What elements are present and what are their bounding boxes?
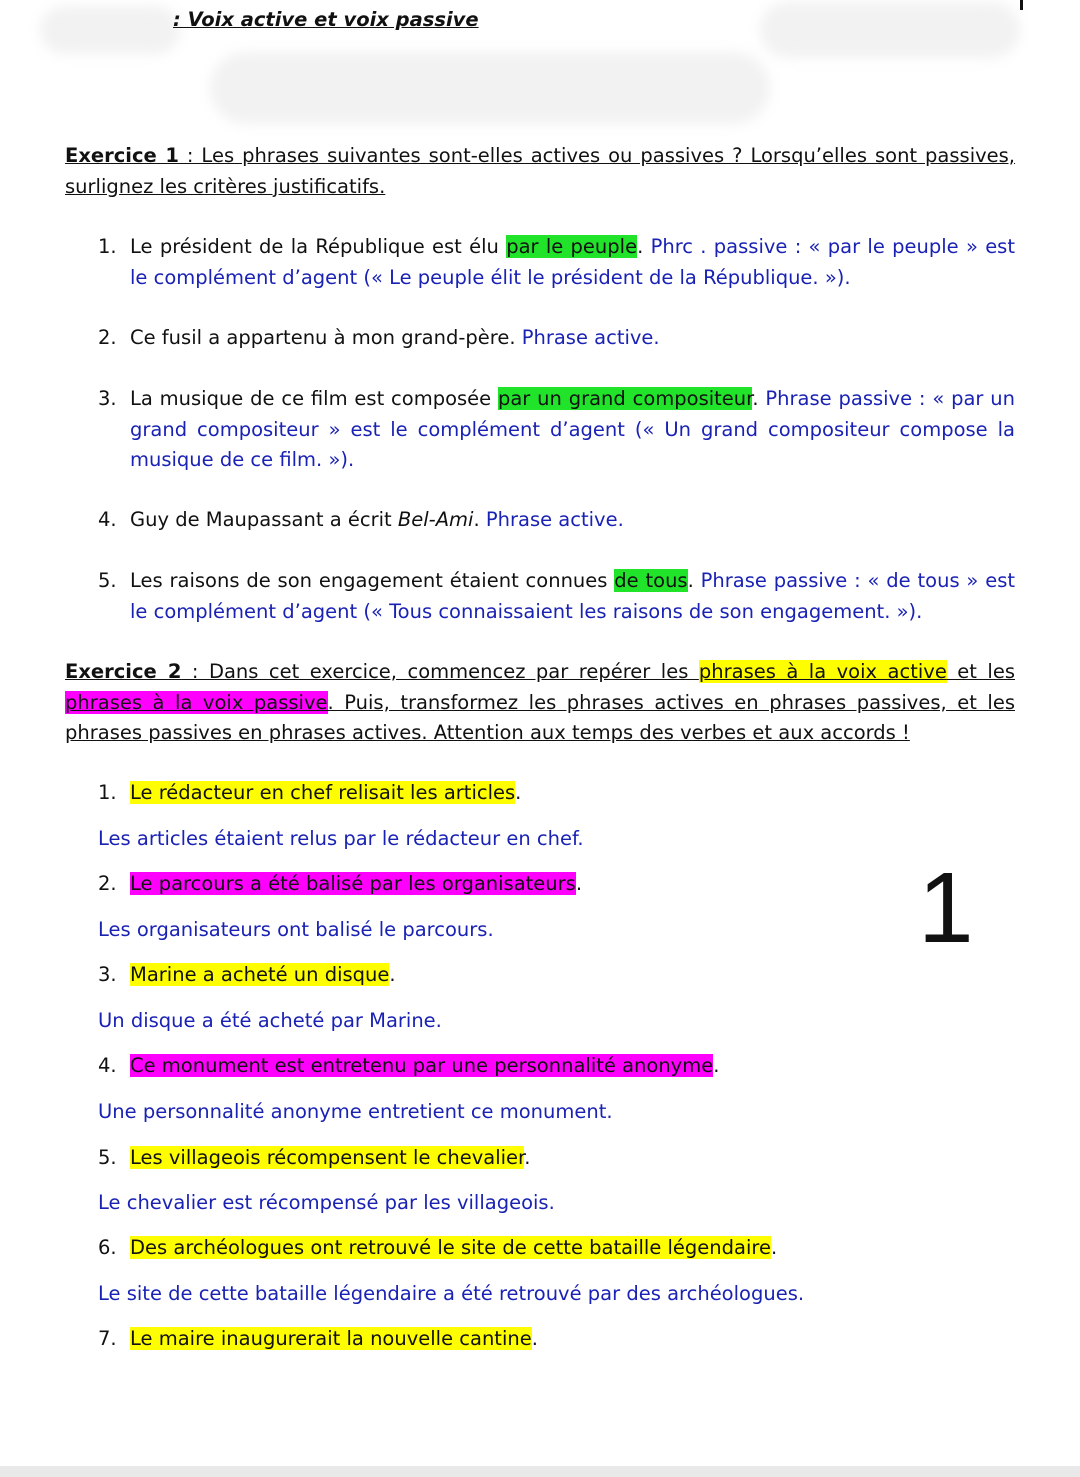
highlight-agent: par le peuple (506, 235, 638, 258)
item-number: 1. (98, 235, 117, 258)
page-title: : Voix active et voix passive (173, 8, 479, 31)
item-number: 1. (98, 781, 117, 804)
exercise-1-instruction: Exercice 1 : Les phrases suivantes sont-elles actives ou passives ? Lorsqu’elles sont passives, surlignez les critères justificatifs. (65, 144, 1016, 198)
ex2-answer-4: Une personnalité anonyme entretient ce monument. (98, 1100, 613, 1123)
sentence-active: Les villageois récompensent le chevalier (130, 1146, 525, 1169)
item-number: 2. (98, 326, 117, 349)
sentence-active: Le maire inaugurerait la nouvelle cantine (130, 1327, 532, 1350)
item-number: 3. (98, 387, 117, 410)
item-number: 3. (98, 963, 117, 986)
highlight-agent: par un grand compositeur (497, 387, 753, 410)
ex1-item-1: 1. Le président de la République est élu par le peuple. Phrc . passive : « par le peuple » est le complément d’agent (« Le peuple élit le président de la République. »). (98, 232, 1015, 293)
handwritten-number: 1 (918, 852, 974, 964)
margin-mark (1020, 0, 1023, 10)
ex2-item-3: 3. Marine a acheté un disque. (98, 960, 1015, 991)
book-title: Bel-Ami (397, 508, 474, 531)
ex1-item-3: 3. La musique de ce film est composée par un grand compositeur. Phrase passive : « par un grand compositeur » est le complément d’agent (« Un grand compositeur compose la musique de ce film. »). (98, 384, 1015, 476)
exercise-2-instruction: Exercice 2 : Dans cet exercice, commencez par repérer les phrases à la voix active et les phrases à la voix passive. Puis, transformez les phrases actives en phrases passives, et les phrases passives en phrases actives. Attention aux temps des verbes et aux accords ! (65, 660, 1016, 744)
sentence-passive: Le parcours a été balisé par les organisateurs (130, 872, 576, 895)
item-number: 6. (98, 1236, 117, 1259)
ex1-item-4: 4. Guy de Maupassant a écrit Bel-Ami. Phrase active. (98, 505, 1015, 536)
answer: Phrase passive : « de tous » est le complément d’agent (« Tous connaissaient les raisons de son engagement. »). (130, 569, 1015, 623)
sentence-active: Marine a acheté un disque (130, 963, 390, 986)
sentence-passive: Ce monument est entretenu par une personnalité anonyme (130, 1054, 714, 1077)
erased-area-left (40, 6, 180, 54)
exercise-2-label: Exercice 2 (65, 660, 182, 683)
item-number: 4. (98, 1054, 117, 1077)
ex2-answer-6: Le site de cette bataille légendaire a été retrouvé par des archéologues. (98, 1282, 805, 1305)
highlight-passive: phrases à la voix passive (65, 690, 328, 714)
ex2-item-6: 6. Des archéologues ont retrouvé le site de cette bataille légendaire. (98, 1233, 1015, 1264)
item-number: 5. (98, 1146, 117, 1169)
ex2-answer-2: Les organisateurs ont balisé le parcours. (98, 918, 494, 941)
item-number: 7. (98, 1327, 117, 1350)
ex2-item-2: 2. Le parcours a été balisé par les organisateurs. (98, 869, 1015, 900)
answer: Phrase active. (479, 508, 624, 531)
erased-area-right (760, 2, 1020, 58)
ex2-answer-3: Un disque a été acheté par Marine. (98, 1009, 442, 1032)
ex2-item-5: 5. Les villageois récompensent le chevalier. (98, 1143, 1015, 1174)
ex1-item-2: 2. Ce fusil a appartenu à mon grand-père. Phrase active. (98, 323, 1015, 354)
exercise-1-label: Exercice 1 (65, 144, 179, 167)
ex2-item-7: 7. Le maire inaugurerait la nouvelle cantine. (98, 1324, 1015, 1355)
answer: Phrase passive : « par un grand compositeur » est le complément d’agent (« Un grand compositeur compose la musique de ce film. »). (130, 387, 1015, 471)
item-number: 4. (98, 508, 117, 531)
sentence-active: Des archéologues ont retrouvé le site de cette bataille légendaire (130, 1236, 771, 1259)
ex2-answer-1: Les articles étaient relus par le rédacteur en chef. (98, 827, 584, 850)
item-number: 5. (98, 569, 117, 592)
erased-area-center (210, 52, 770, 124)
item-number: 2. (98, 872, 117, 895)
highlight-agent: de tous (614, 569, 688, 592)
answer: Phrase active. (515, 326, 660, 349)
answer: Phrc . passive : « par le peuple » est le complément d’agent (« Le peuple élit le président de la République. »). (130, 235, 1015, 289)
sentence-active: Le rédacteur en chef relisait les articles (130, 781, 516, 804)
ex2-item-4: 4. Ce monument est entretenu par une personnalité anonyme. (98, 1051, 1015, 1082)
page-bottom-border (0, 1466, 1080, 1477)
ex2-answer-5: Le chevalier est récompensé par les villageois. (98, 1191, 555, 1214)
ex1-item-5: 5. Les raisons de son engagement étaient connues de tous. Phrase passive : « de tous » est le complément d’agent (« Tous connaissaient les raisons de son engagement. »). (98, 566, 1015, 627)
highlight-active: phrases à la voix active (698, 660, 947, 683)
ex2-item-1: 1. Le rédacteur en chef relisait les articles. (98, 778, 1015, 809)
